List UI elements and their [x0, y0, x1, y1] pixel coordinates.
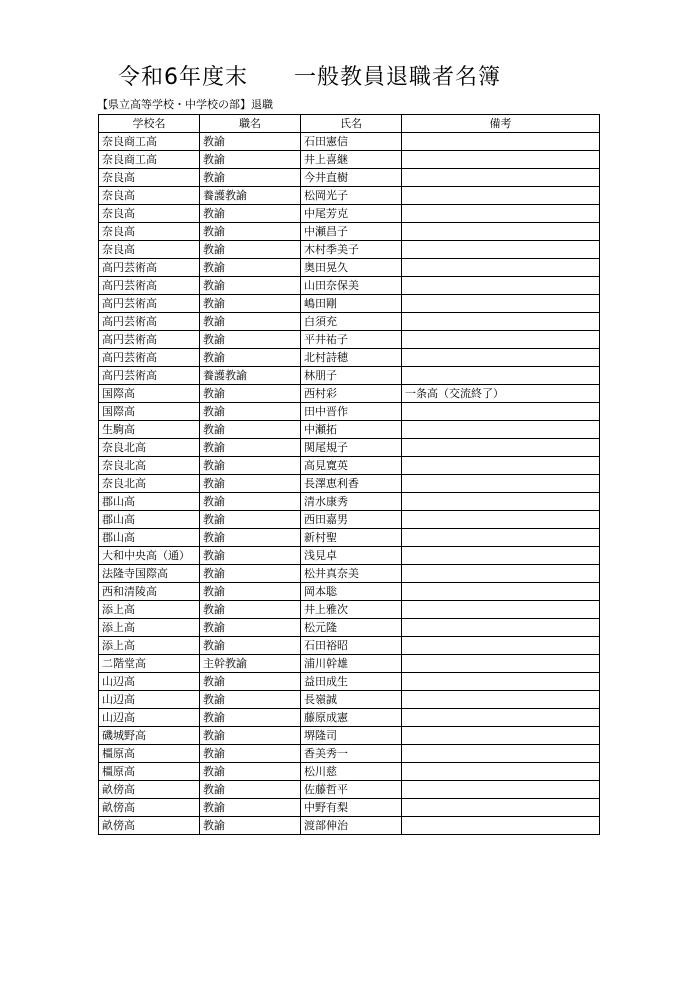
- cell-remarks: [402, 331, 600, 349]
- cell-school: 国際高: [99, 385, 200, 403]
- cell-position: 教諭: [200, 745, 301, 763]
- cell-remarks: [402, 745, 600, 763]
- table-row: [99, 619, 600, 637]
- cell-remarks: [402, 529, 600, 547]
- table-header-row: [99, 115, 600, 133]
- cell-school: 橿原高: [99, 763, 200, 781]
- cell-position: 教諭: [200, 421, 301, 439]
- cell-remarks: [402, 241, 600, 259]
- table-row: [99, 403, 600, 421]
- table-row: [99, 313, 600, 331]
- section-heading: 【県立高等学校・中学校の部】退職: [97, 98, 273, 111]
- cell-school: 畝傍高: [99, 781, 200, 799]
- cell-school: 大和中央高（通）: [99, 547, 200, 565]
- cell-name: 西村彩: [301, 385, 402, 403]
- cell-remarks: [402, 223, 600, 241]
- cell-name: 堺隆司: [301, 727, 402, 745]
- cell-school: 高円芸術高: [99, 331, 200, 349]
- cell-school: 奈良高: [99, 241, 200, 259]
- cell-remarks: [402, 709, 600, 727]
- cell-name: 清水康秀: [301, 493, 402, 511]
- table-row: [99, 799, 600, 817]
- cell-position: 教諭: [200, 817, 301, 835]
- cell-school: 山辺高: [99, 673, 200, 691]
- cell-name: 浦川幹雄: [301, 655, 402, 673]
- cell-remarks: [402, 511, 600, 529]
- cell-name: 渡部伸治: [301, 817, 402, 835]
- table-row: [99, 385, 600, 403]
- cell-remarks: [402, 439, 600, 457]
- cell-position: 養護教諭: [200, 367, 301, 385]
- cell-position: 教諭: [200, 277, 301, 295]
- cell-position: 教諭: [200, 205, 301, 223]
- cell-name: 平井祐子: [301, 331, 402, 349]
- cell-remarks: [402, 457, 600, 475]
- cell-remarks: [402, 655, 600, 673]
- cell-name: 中瀬昌子: [301, 223, 402, 241]
- table-row: [99, 421, 600, 439]
- table-row: [99, 259, 600, 277]
- cell-school: 磯城野高: [99, 727, 200, 745]
- cell-school: 二階堂高: [99, 655, 200, 673]
- table-row: [99, 241, 600, 259]
- cell-name: 新村聖: [301, 529, 402, 547]
- table-row: [99, 745, 600, 763]
- table-row: [99, 367, 600, 385]
- cell-name: 岡本聡: [301, 583, 402, 601]
- cell-remarks: [402, 601, 600, 619]
- cell-remarks: [402, 295, 600, 313]
- cell-remarks: [402, 133, 600, 151]
- cell-school: 畝傍高: [99, 817, 200, 835]
- cell-position: 教諭: [200, 295, 301, 313]
- cell-position: 教諭: [200, 583, 301, 601]
- cell-name: 佐藤哲平: [301, 781, 402, 799]
- cell-name: 中野有梨: [301, 799, 402, 817]
- cell-school: 添上高: [99, 619, 200, 637]
- cell-position: 教諭: [200, 727, 301, 745]
- table-row: [99, 439, 600, 457]
- table-row: [99, 511, 600, 529]
- cell-remarks: [402, 205, 600, 223]
- cell-name: 中瀬拓: [301, 421, 402, 439]
- cell-position: 養護教諭: [200, 187, 301, 205]
- table-row: [99, 547, 600, 565]
- cell-position: 教諭: [200, 637, 301, 655]
- cell-position: 教諭: [200, 223, 301, 241]
- cell-school: 奈良北高: [99, 439, 200, 457]
- cell-name: 石田裕昭: [301, 637, 402, 655]
- cell-remarks: [402, 817, 600, 835]
- header-remarks: 備考: [402, 115, 600, 133]
- table-body: [99, 133, 600, 835]
- cell-school: 高円芸術高: [99, 259, 200, 277]
- cell-position: 教諭: [200, 529, 301, 547]
- cell-school: 奈良商工高: [99, 133, 200, 151]
- table-row: [99, 691, 600, 709]
- page-title: 令和6年度末 一般教員退職者名簿: [118, 65, 501, 90]
- cell-school: 法隆寺国際高: [99, 565, 200, 583]
- cell-school: 奈良北高: [99, 475, 200, 493]
- cell-school: 奈良高: [99, 169, 200, 187]
- cell-position: 教諭: [200, 259, 301, 277]
- cell-remarks: [402, 313, 600, 331]
- cell-remarks: [402, 259, 600, 277]
- table-row: [99, 673, 600, 691]
- cell-position: 教諭: [200, 763, 301, 781]
- cell-name: 山田奈保美: [301, 277, 402, 295]
- header-position: 職名: [200, 115, 301, 133]
- cell-name: 奥田晃久: [301, 259, 402, 277]
- table-row: [99, 655, 600, 673]
- cell-remarks: [402, 727, 600, 745]
- cell-school: 郡山高: [99, 529, 200, 547]
- cell-name: 長嶺誠: [301, 691, 402, 709]
- cell-school: 国際高: [99, 403, 200, 421]
- cell-remarks: [402, 673, 600, 691]
- cell-position: 教諭: [200, 781, 301, 799]
- cell-name: 井上喜継: [301, 151, 402, 169]
- cell-remarks: [402, 799, 600, 817]
- table-row: [99, 601, 600, 619]
- table-row: [99, 565, 600, 583]
- cell-remarks: [402, 277, 600, 295]
- cell-school: 山辺高: [99, 691, 200, 709]
- cell-name: 中尾芳克: [301, 205, 402, 223]
- cell-school: 添上高: [99, 601, 200, 619]
- cell-name: 木村季美子: [301, 241, 402, 259]
- cell-position: 教諭: [200, 349, 301, 367]
- cell-remarks: [402, 619, 600, 637]
- cell-remarks: [402, 781, 600, 799]
- table-row: [99, 583, 600, 601]
- cell-position: 教諭: [200, 331, 301, 349]
- table-row: [99, 349, 600, 367]
- cell-remarks: [402, 547, 600, 565]
- table-row: [99, 205, 600, 223]
- cell-remarks: 一条高（交流終了）: [402, 385, 600, 403]
- table-row: [99, 727, 600, 745]
- cell-position: 教諭: [200, 709, 301, 727]
- cell-name: 藤原成憲: [301, 709, 402, 727]
- cell-position: 教諭: [200, 241, 301, 259]
- cell-position: 教諭: [200, 475, 301, 493]
- cell-position: 教諭: [200, 511, 301, 529]
- cell-remarks: [402, 169, 600, 187]
- cell-name: 長澤恵利香: [301, 475, 402, 493]
- header-school: 学校名: [99, 115, 200, 133]
- cell-remarks: [402, 151, 600, 169]
- cell-position: 教諭: [200, 313, 301, 331]
- table-row: [99, 529, 600, 547]
- table-row: [99, 493, 600, 511]
- cell-name: 白須充: [301, 313, 402, 331]
- cell-position: 教諭: [200, 619, 301, 637]
- cell-remarks: [402, 475, 600, 493]
- cell-position: 教諭: [200, 799, 301, 817]
- cell-name: 北村詩穂: [301, 349, 402, 367]
- cell-position: 教諭: [200, 457, 301, 475]
- table-row: [99, 457, 600, 475]
- table-row: [99, 187, 600, 205]
- cell-remarks: [402, 493, 600, 511]
- cell-position: 教諭: [200, 601, 301, 619]
- table-row: [99, 169, 600, 187]
- cell-school: 畝傍高: [99, 799, 200, 817]
- cell-school: 郡山高: [99, 511, 200, 529]
- cell-remarks: [402, 763, 600, 781]
- cell-position: 教諭: [200, 403, 301, 421]
- cell-name: 松元隆: [301, 619, 402, 637]
- cell-name: 井上雅次: [301, 601, 402, 619]
- table-row: [99, 133, 600, 151]
- cell-school: 生駒高: [99, 421, 200, 439]
- cell-name: 益田成生: [301, 673, 402, 691]
- cell-remarks: [402, 349, 600, 367]
- cell-name: 松川慈: [301, 763, 402, 781]
- cell-remarks: [402, 637, 600, 655]
- table-row: [99, 709, 600, 727]
- cell-school: 高円芸術高: [99, 277, 200, 295]
- cell-name: 松岡光子: [301, 187, 402, 205]
- cell-school: 高円芸術高: [99, 367, 200, 385]
- table-row: [99, 781, 600, 799]
- cell-name: 高見寛英: [301, 457, 402, 475]
- cell-school: 高円芸術高: [99, 349, 200, 367]
- cell-name: 香美秀一: [301, 745, 402, 763]
- cell-school: 奈良商工高: [99, 151, 200, 169]
- cell-position: 教諭: [200, 547, 301, 565]
- cell-name: 関尾規子: [301, 439, 402, 457]
- cell-school: 山辺高: [99, 709, 200, 727]
- cell-name: 田中晋作: [301, 403, 402, 421]
- cell-school: 高円芸術高: [99, 313, 200, 331]
- cell-position: 教諭: [200, 565, 301, 583]
- table-row: [99, 817, 600, 835]
- cell-school: 橿原高: [99, 745, 200, 763]
- cell-name: 今井直樹: [301, 169, 402, 187]
- cell-position: 主幹教諭: [200, 655, 301, 673]
- table-row: [99, 277, 600, 295]
- cell-school: 西和清陵高: [99, 583, 200, 601]
- cell-remarks: [402, 421, 600, 439]
- table-row: [99, 151, 600, 169]
- retirees-table: [98, 114, 600, 835]
- cell-remarks: [402, 583, 600, 601]
- cell-remarks: [402, 187, 600, 205]
- table-row: [99, 475, 600, 493]
- cell-school: 奈良北高: [99, 457, 200, 475]
- cell-school: 高円芸術高: [99, 295, 200, 313]
- cell-name: 松井真奈美: [301, 565, 402, 583]
- cell-position: 教諭: [200, 493, 301, 511]
- cell-name: 林朋子: [301, 367, 402, 385]
- table-row: [99, 223, 600, 241]
- cell-remarks: [402, 367, 600, 385]
- cell-position: 教諭: [200, 133, 301, 151]
- cell-remarks: [402, 691, 600, 709]
- cell-name: 浅見卓: [301, 547, 402, 565]
- cell-school: 奈良高: [99, 223, 200, 241]
- table-row: [99, 295, 600, 313]
- cell-name: 嶋田剛: [301, 295, 402, 313]
- cell-name: 西田嘉男: [301, 511, 402, 529]
- cell-school: 郡山高: [99, 493, 200, 511]
- cell-position: 教諭: [200, 151, 301, 169]
- header-name: 氏名: [301, 115, 402, 133]
- cell-position: 教諭: [200, 385, 301, 403]
- cell-remarks: [402, 403, 600, 421]
- cell-school: 添上高: [99, 637, 200, 655]
- cell-school: 奈良高: [99, 205, 200, 223]
- cell-remarks: [402, 565, 600, 583]
- table-row: [99, 763, 600, 781]
- cell-position: 教諭: [200, 169, 301, 187]
- table-row: [99, 637, 600, 655]
- cell-school: 奈良高: [99, 187, 200, 205]
- cell-name: 石田憲信: [301, 133, 402, 151]
- cell-position: 教諭: [200, 673, 301, 691]
- table-row: [99, 331, 600, 349]
- cell-position: 教諭: [200, 691, 301, 709]
- cell-position: 教諭: [200, 439, 301, 457]
